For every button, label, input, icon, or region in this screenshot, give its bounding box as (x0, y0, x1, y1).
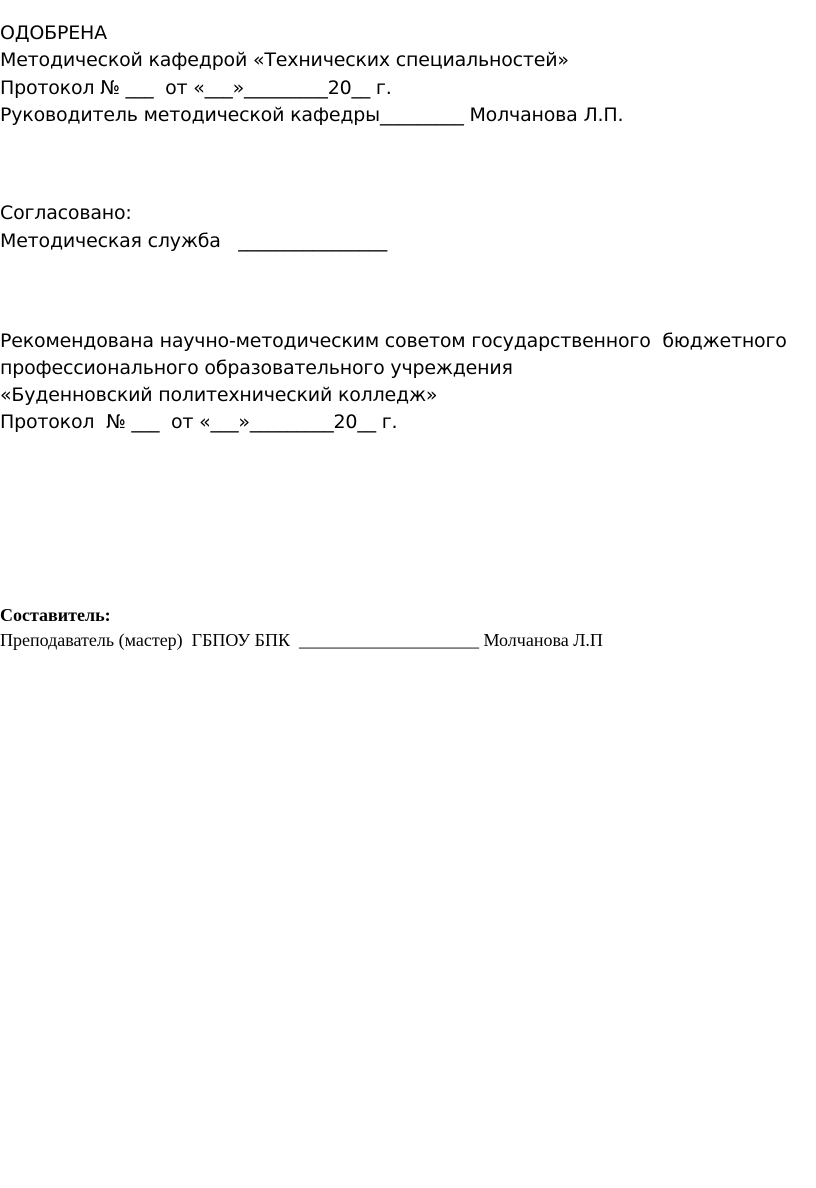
recommendation-line-3: «Буденновский политехнический колледж» (0, 384, 438, 406)
approval-department-line: Методической кафедрой «Технических специальностей» (0, 49, 569, 71)
recommendation-line-2: профессионального образовательного учреждения (0, 357, 513, 379)
approval-protocol-line: Протокол № ___ от «___»_________20__ г. (0, 77, 392, 99)
recommendation-line-1: Рекомендована научно-методическим советом государственного бюджетного (0, 330, 787, 352)
agreement-service-line: Методическая служба ________________ (0, 230, 388, 252)
compiler-line: Преподаватель (мастер) ГБПОУ БПК ____________________ Молчанова Л.П (0, 630, 603, 650)
agreement-heading: Согласовано: (0, 202, 132, 224)
recommendation-protocol-line: Протокол № ___ от «___»_________20__ г. (0, 411, 398, 433)
compiler-heading: Составитель: (0, 605, 111, 625)
approval-head-line: Руководитель методической кафедры_________ Молчанова Л.П. (0, 104, 624, 126)
approval-heading: ОДОБРЕНА (0, 22, 107, 44)
